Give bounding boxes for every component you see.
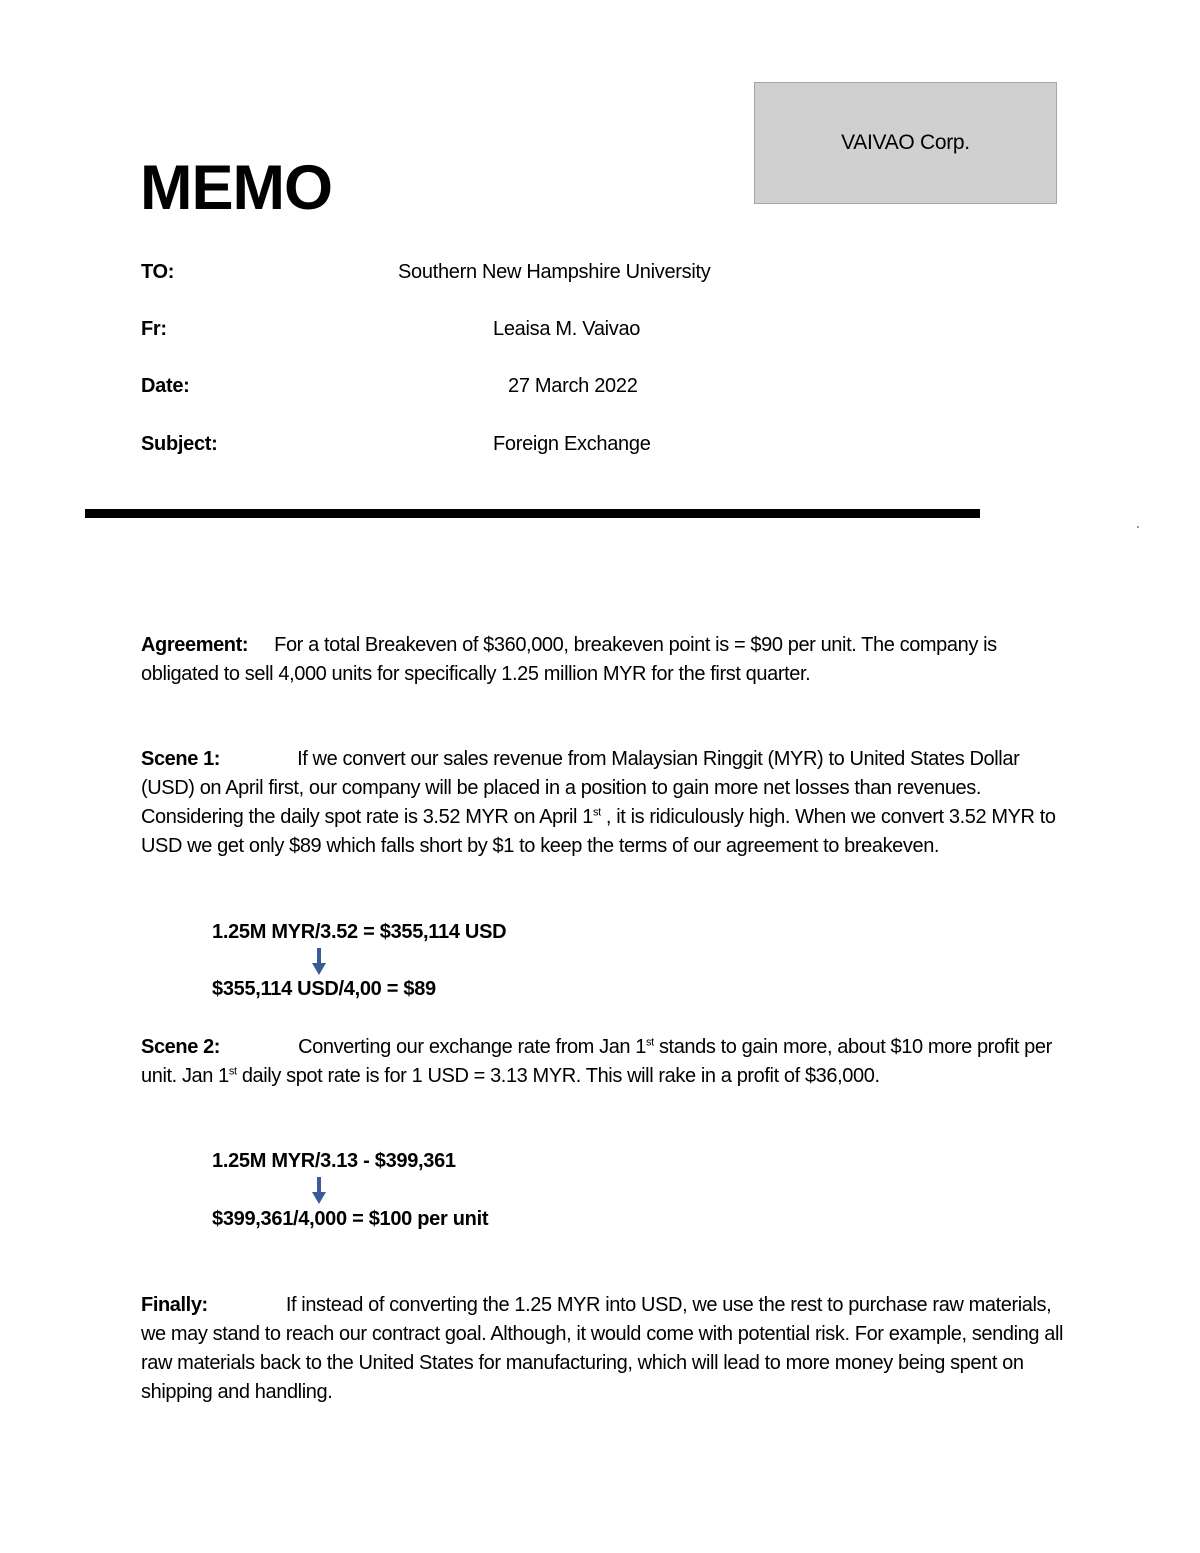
scene2-text-a: Converting our exchange rate from Jan 1 [298, 1036, 647, 1058]
scene2-text-c: daily spot rate is for 1 USD = 3.13 MYR. This will rake in a profit of $36,000. [236, 1065, 880, 1087]
scene2-superscript-b: st [228, 1065, 237, 1078]
from-value: Leaisa M. Vaivao [493, 318, 641, 340]
scene2-text-b: stands to gain more, about $10 more profit per unit. Jan 1 [141, 1036, 1052, 1087]
down-arrow-icon [312, 1177, 326, 1205]
company-name: VAIVAO Corp. [841, 131, 970, 154]
scene2-paragraph [141, 1033, 1066, 1091]
scene1-calc-1: 1.25M MYR/3.52 = $355,114 USD [212, 921, 507, 943]
finally-paragraph [141, 1291, 1066, 1407]
scene1-calc-2: $355,114 USD/4,00 = $89 [212, 978, 436, 1000]
scene1-label: Scene 1: [141, 748, 221, 770]
finally-text: If instead of converting the 1.25 MYR into USD, we use the rest to purchase raw materials, we may stand to reach our contract goal. Although, it would come with potential risk. For example, sending all raw materials back to the United States for manufacturing, which will lead to more money being spent on shipping and handling. [141, 1294, 1064, 1403]
finally-label: Finally: [141, 1294, 208, 1316]
scene2-label: Scene 2: [141, 1036, 221, 1058]
scene1-paragraph [141, 745, 1066, 861]
scene1-text-a: If we convert our sales revenue from Malaysian Ringgit (MYR) to United States Dollar (USD) on April first, our company will be placed in a position to gain more net losses than revenues. Considering the daily spot rate is 3.52 MYR on April 1 [141, 748, 1020, 828]
memo-title: MEMO [140, 153, 332, 223]
scene1-superscript: st [592, 806, 601, 819]
down-arrow-icon [312, 948, 326, 976]
scene2-calc-2: $399,361/4,000 = $100 per unit [212, 1208, 489, 1230]
to-value: Southern New Hampshire University [398, 261, 711, 283]
scene2-calc-1: 1.25M MYR/3.13 - $399,361 [212, 1150, 456, 1172]
subject-label: Subject: [141, 433, 218, 455]
header-divider [85, 509, 980, 518]
scene1-text-b: , it is ridiculously high. When we convert 3.52 MYR to USD we get only $89 which falls short by $1 to keep the terms of our agreement to breakeven. [141, 806, 1056, 857]
agreement-text: For a total Breakeven of $360,000, breakeven point is = $90 per unit. The company is obligated to sell 4,000 units for specifically 1.25 million MYR for the first quarter. [141, 634, 997, 685]
company-logo-box [754, 82, 1057, 204]
scene2-superscript-a: st [646, 1036, 654, 1049]
date-value: 27 March 2022 [508, 375, 638, 397]
stray-dot [1137, 526, 1139, 528]
subject-value: Foreign Exchange [493, 433, 651, 455]
agreement-label: Agreement: [141, 634, 249, 656]
to-label: TO: [141, 261, 175, 283]
date-label: Date: [141, 375, 190, 397]
from-label: Fr: [141, 318, 167, 340]
agreement-paragraph [141, 631, 1066, 689]
